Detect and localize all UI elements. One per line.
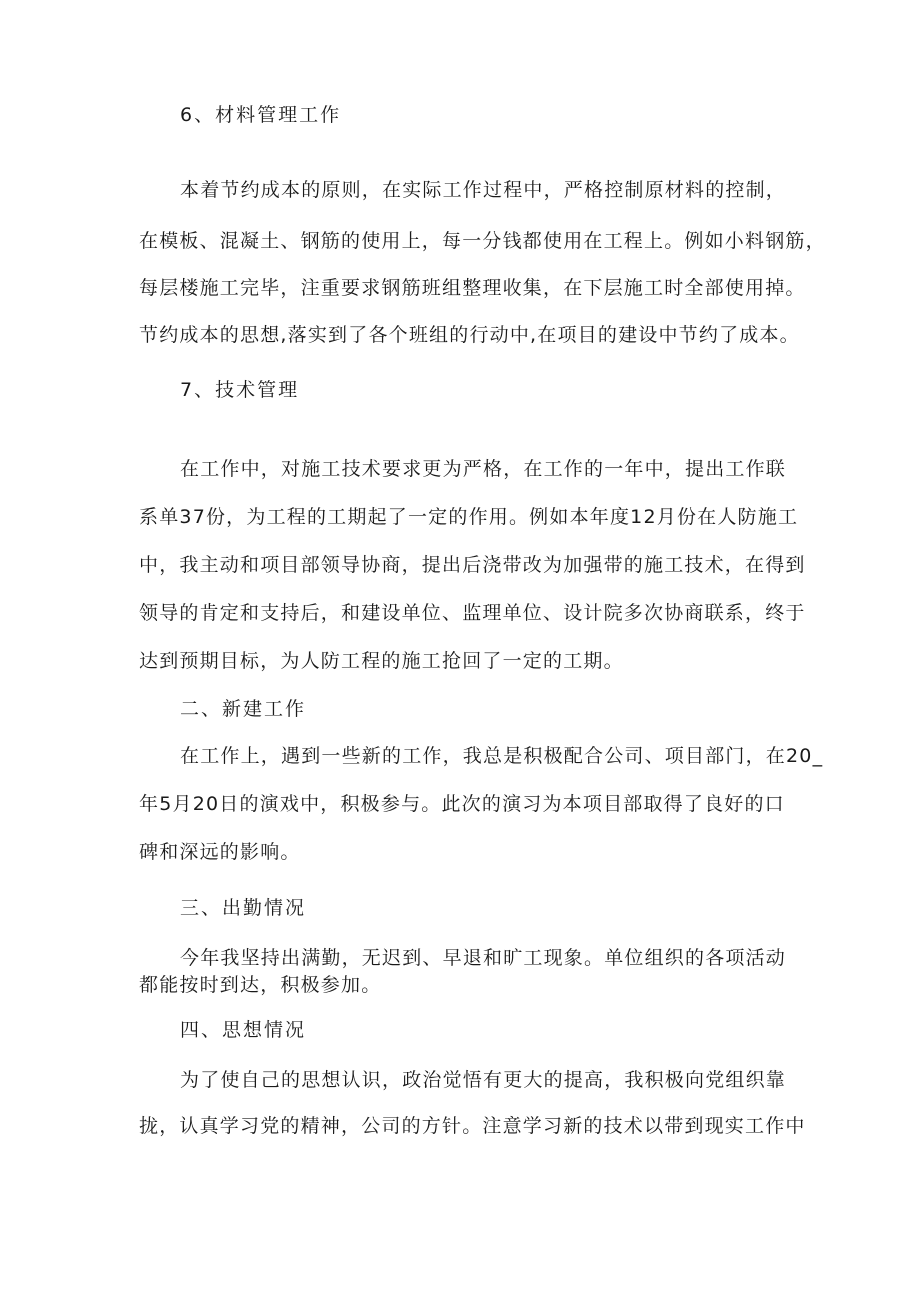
paragraph-line: 系单37份，为工程的工期起了一定的作用。例如本年度12月份在人防施工 xyxy=(139,506,799,528)
paragraph-line: 本着节约成本的原则，在实际工作过程中，严格控制原材料的控制， xyxy=(180,179,787,201)
paragraph-line: 碑和深远的影响。 xyxy=(139,841,301,863)
paragraph-line: 在工作中，对施工技术要求更为严格，在工作的一年中，提出工作联 xyxy=(180,458,787,480)
section-heading-new-work: 二、新建工作 xyxy=(180,698,307,720)
section-heading-thoughts: 四、思想情况 xyxy=(180,1019,307,1041)
paragraph-line: 中，我主动和项目部领导协商，提出后浇带改为加强带的施工技术，在得到 xyxy=(139,554,806,576)
paragraph-line: 为了使自己的思想认识，政治觉悟有更大的提高，我积极向党组织靠 xyxy=(180,1069,787,1091)
paragraph-line: 节约成本的思想,落实到了各个班组的行动中,在项目的建设中节约了成本。 xyxy=(139,324,800,346)
paragraph-line: 在模板、混凝土、钢筋的使用上，每一分钱都使用在工程上。例如小料钢筋， xyxy=(139,230,826,252)
paragraph-line: 都能按时到达，积极参加。 xyxy=(139,974,382,996)
paragraph-line: 领导的肯定和支持后，和建设单位、监理单位、设计院多次协商联系，终于 xyxy=(139,602,806,624)
paragraph-line: 在工作上，遇到一些新的工作，我总是积极配合公司、项目部门，在20_ xyxy=(180,745,824,767)
section-heading-attendance: 三、出勤情况 xyxy=(180,897,307,919)
paragraph-line: 拢，认真学习党的精神，公司的方针。注意学习新的技术以带到现实工作中 xyxy=(139,1115,806,1137)
paragraph-line: 今年我坚持出满勤，无迟到、早退和旷工现象。单位组织的各项活动 xyxy=(180,947,787,969)
paragraph-line: 每层楼施工完毕，注重要求钢筋班组整理收集，在下层施工时全部使用掉。 xyxy=(139,277,806,299)
paragraph-line: 达到预期目标，为人防工程的施工抢回了一定的工期。 xyxy=(139,650,624,672)
section-heading-materials: 6、材料管理工作 xyxy=(180,104,342,126)
paragraph-line: 年5月20日的演戏中，积极参与。此次的演习为本项目部取得了良好的口 xyxy=(139,793,785,815)
section-heading-technical: 7、技术管理 xyxy=(180,379,300,401)
